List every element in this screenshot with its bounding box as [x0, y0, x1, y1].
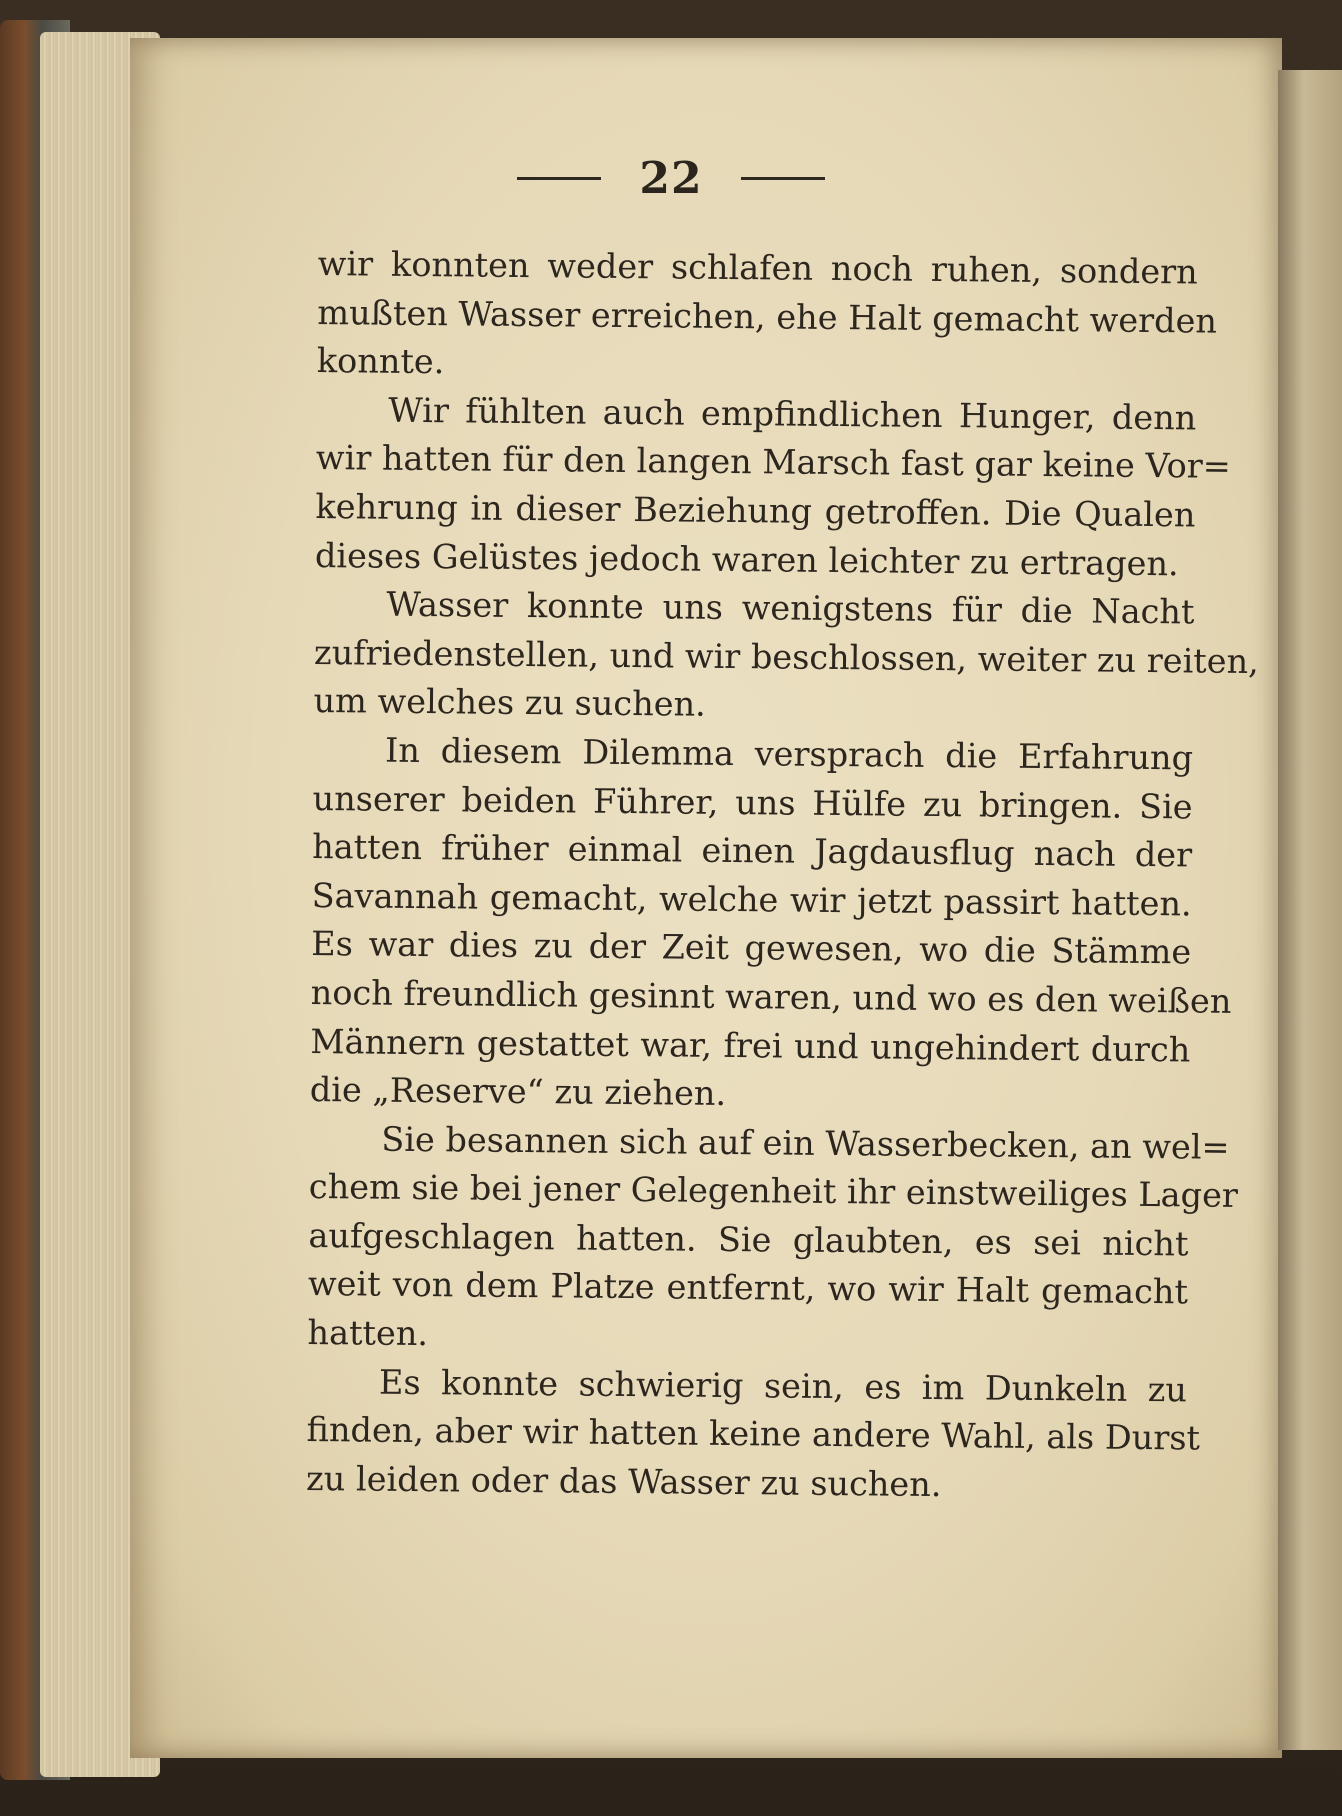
text-line: Wasser konnte uns wenigstens für die Nacht — [386, 584, 1195, 632]
text-line: finden, aber wir hatten keine andere Wahl, als Durst — [306, 1410, 1201, 1458]
text-line: Es konnte schwierig sein, es im Dunkeln zu — [378, 1362, 1188, 1410]
text-line: chem sie bei jener Gelegenheit ihr einstweiliges Lager — [308, 1167, 1239, 1216]
text-line: mußten Wasser erreichen, ehe Halt gemacht werden — [317, 292, 1218, 341]
header-dash-left — [517, 177, 601, 180]
text-line: dieses Gelüstes jedoch waren leichter zu ertragen. — [314, 535, 1179, 583]
text-line: In diesem Dilemma versprach die Erfahrung — [384, 730, 1194, 778]
body-text — [305, 240, 1259, 1512]
text-line: wir hatten für den langen Marsch fast gar keine Vor= — [315, 438, 1231, 487]
text-line: Es war dies zu der Zeit gewesen, wo die Stämme — [311, 924, 1192, 972]
text-line: Savannah gemacht, welche wir jetzt passirt hatten. — [311, 875, 1192, 924]
text-line: hatten. — [307, 1313, 429, 1354]
text-line: noch freundlich gesinnt waren, und wo es den weißen — [310, 972, 1232, 1021]
text-line: zu leiden oder das Wasser zu suchen. — [305, 1458, 942, 1504]
text-line: um welches zu suchen. — [313, 681, 706, 725]
text-line: kehrung in dieser Beziehung getroffen. Die Qualen — [315, 486, 1196, 535]
facing-page-edge — [1278, 70, 1342, 1750]
text-line: konnte. — [316, 341, 445, 382]
text-line: aufgeschlagen hatten. Sie glaubten, es sei nicht — [308, 1215, 1189, 1264]
text-line: unserer beiden Führer, uns Hülfe zu bringen. Sie — [312, 778, 1193, 826]
text-line: weit von dem Platze entfernt, wo wir Halt gemacht — [307, 1264, 1189, 1312]
text-line: die „Reserve“ zu ziehen. — [309, 1070, 727, 1114]
text-line: wir konnten weder schlafen noch ruhen, sondern — [317, 243, 1198, 292]
text-line: Männern gestattet war, frei und ungehindert durch — [310, 1021, 1191, 1069]
page-number: 22 — [639, 152, 703, 204]
page-header — [0, 148, 1342, 208]
text-line: Wir fühlten auch empfindlichen Hunger, denn — [388, 390, 1197, 438]
text-line: zufriedenstellen, und wir beschlossen, weiter zu reiten, — [313, 632, 1259, 681]
header-dash-right — [741, 177, 825, 180]
text-line: Sie besannen sich auf ein Wasserbecken, an wel= — [381, 1119, 1230, 1167]
text-line: hatten früher einmal einen Jagdausflug nach der — [311, 827, 1193, 875]
